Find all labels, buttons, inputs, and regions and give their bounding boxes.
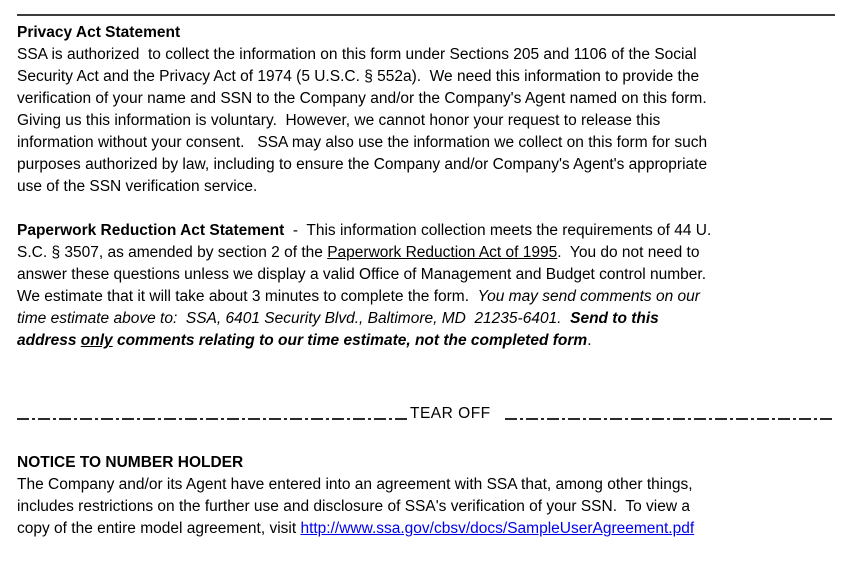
text-run: Paperwork Reduction Act of 1995: [327, 244, 558, 261]
text-run: address: [17, 332, 81, 349]
privacy-act-paragraph: [17, 44, 835, 198]
text-line: [17, 154, 835, 176]
text-line: [17, 220, 835, 242]
top-rule: [17, 14, 835, 16]
tear-off-line: [17, 402, 835, 424]
text-run: verification of your name and SSN to the Company and/or the Company's Agent named on this form.: [17, 90, 707, 107]
text-run: copy of the entire model agreement, visit: [17, 520, 301, 537]
text-line: [17, 330, 835, 352]
text-line: [17, 474, 835, 496]
text-run: time estimate above to: SSA, 6401 Security Blvd., Baltimore, MD 21235-6401.: [17, 310, 571, 327]
tear-off-label: TEAR OFF: [410, 405, 491, 422]
text-run: Send to this: [570, 310, 659, 327]
text-run: - This information collection meets the requirements of 44 U.: [284, 222, 712, 239]
text-line: [17, 518, 835, 540]
paperwork-reduction-paragraph: [17, 220, 835, 352]
text-run: .: [587, 332, 592, 349]
text-line: [17, 132, 835, 154]
text-line: [17, 110, 835, 132]
text-line: [17, 308, 835, 330]
text-line: [17, 264, 835, 286]
agreement-link[interactable]: http://www.ssa.gov/cbsv/docs/SampleUserAgreement.pdf: [300, 520, 695, 537]
text-line: [17, 286, 835, 308]
text-run: includes restrictions on the further use and disclosure of SSA's verification of your SSN. To view a: [17, 498, 690, 515]
text-line: [17, 176, 835, 198]
text-run: Paperwork Reduction Act Statement: [17, 222, 285, 239]
text-run: Security Act and the Privacy Act of 1974 (5 U.S.C. § 552a). We need this information to provide the: [17, 68, 700, 85]
text-run: You may send comments on our: [477, 288, 700, 305]
text-run: answer these questions unless we display a valid Office of Management and Budget control number.: [17, 266, 707, 283]
text-line: [17, 44, 835, 66]
text-line: [17, 88, 835, 110]
text-line: [17, 66, 835, 88]
notice-heading: NOTICE TO NUMBER HOLDER: [17, 454, 244, 471]
text-line: [17, 242, 835, 264]
notice-paragraph: [17, 474, 835, 540]
privacy-act-heading: Privacy Act Statement: [17, 24, 181, 41]
text-run: S.C. § 3507, as amended by section 2 of the: [17, 244, 328, 261]
text-run: We estimate that it will take about 3 minutes to complete the form.: [17, 288, 478, 305]
text-run: SSA is authorized to collect the information on this form under Sections 205 and 1106 of the Social: [17, 46, 697, 63]
text-run: Giving us this information is voluntary. However, we cannot honor your request to release this: [17, 112, 661, 129]
text-run: only: [80, 332, 113, 349]
text-run: purposes authorized by law, including to ensure the Company and/or Company's Agent's appropriate: [17, 156, 708, 173]
tear-off-dash-left: [17, 418, 410, 420]
text-run: information without your consent. SSA may also use the information we collect on this form for such: [17, 134, 708, 151]
text-run: use of the SSN verification service.: [17, 178, 258, 195]
text-run: . You do not need to: [557, 244, 700, 261]
text-line: [17, 496, 835, 518]
text-run: The Company and/or its Agent have entered into an agreement with SSA that, among other things,: [17, 476, 693, 493]
text-run: comments relating to our time estimate, not the completed form: [112, 332, 588, 349]
tear-off-dash-right: [505, 418, 835, 420]
